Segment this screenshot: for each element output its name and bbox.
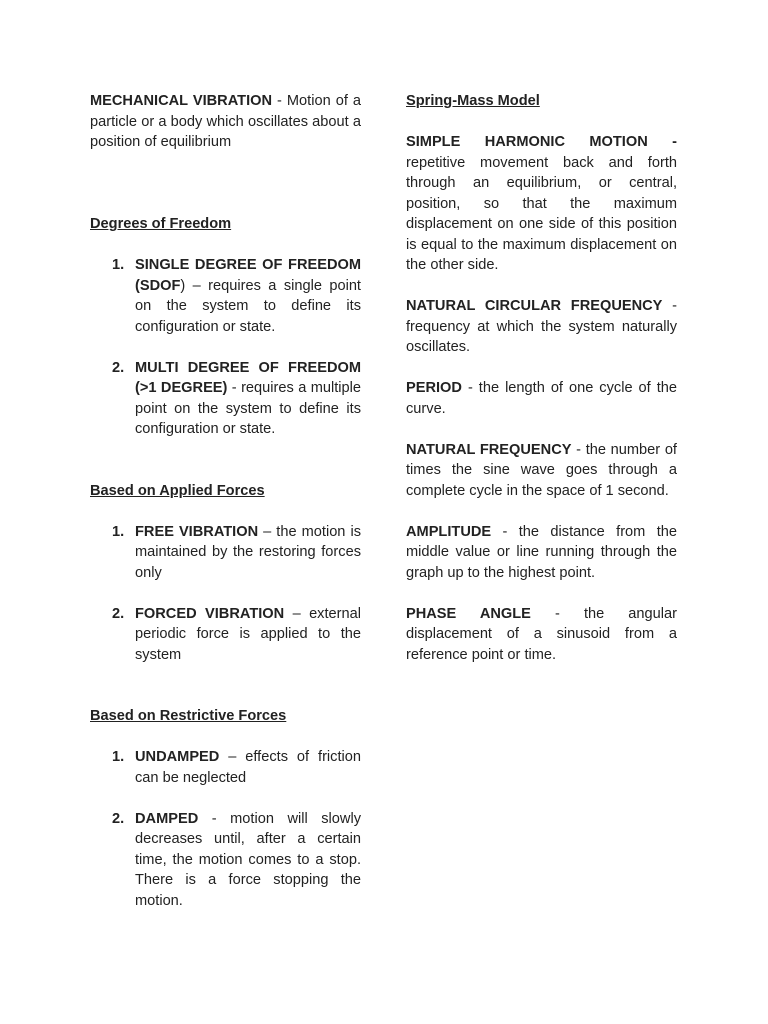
definition-text: - the length of one cycle of the curve. — [406, 380, 677, 417]
definition-paragraph — [406, 440, 677, 502]
applied-forces-list — [90, 522, 361, 666]
list-number: 2. — [112, 359, 125, 376]
definition-term: NATURAL CIRCULAR FREQUENCY — [406, 298, 663, 314]
list-number: 2. — [112, 810, 125, 827]
list-term: DAMPED — [135, 810, 199, 827]
dof-list — [90, 255, 361, 440]
list-number: 2. — [112, 605, 125, 622]
definition-term: SIMPLE HARMONIC MOTION - — [406, 134, 677, 150]
definition-paragraph — [406, 522, 677, 584]
left-column — [90, 91, 361, 911]
applied-forces-heading: Based on Applied Forces — [90, 482, 265, 499]
list-item — [90, 358, 361, 440]
list-term: MULTI DEGREE OF FREEDOM (>1 DEGREE) — [135, 359, 361, 396]
spring-mass-heading: Spring-Mass Model — [406, 93, 540, 109]
list-number: 1. — [112, 257, 125, 273]
intro-paragraph — [90, 91, 361, 153]
intro-text: - Motion of a particle or a body which oscillates about a position of equilibrium — [90, 93, 361, 150]
definition-paragraph — [406, 604, 677, 666]
list-number: 1. — [112, 523, 125, 540]
list-term: SINGLE DEGREE OF FREEDOM (SDOF — [135, 257, 361, 294]
definition-text: - the number of times the sine wave goes through a complete cycle in the space of 1 second. — [406, 441, 677, 499]
definition-paragraph — [406, 296, 677, 358]
definition-paragraph — [406, 132, 677, 276]
definition-term: PHASE ANGLE — [406, 605, 531, 622]
intro-term: MECHANICAL VIBRATION — [90, 93, 273, 109]
definition-term: NATURAL FREQUENCY — [406, 441, 572, 458]
list-text: - motion will slowly decreases until, after a certain time, the motion comes to a stop. There is a force stopping the motion. — [135, 810, 361, 909]
list-text: – external periodic force is applied to the system — [135, 605, 361, 663]
list-item — [90, 604, 361, 666]
list-term: UNDAMPED — [135, 749, 220, 765]
definition-term: AMPLITUDE — [406, 523, 492, 540]
list-number: 1. — [112, 749, 125, 765]
restrictive-forces-heading: Based on Restrictive Forces — [90, 708, 287, 724]
definition-text: - frequency at which the system naturally oscillates. — [406, 298, 677, 355]
definition-text: - the angular displacement of a sinusoid from a reference point or time. — [406, 605, 677, 663]
restrictive-forces-list — [90, 747, 361, 911]
definition-text: - the distance from the middle value or line running through the graph up to the highest point. — [406, 523, 677, 581]
right-column — [406, 91, 677, 665]
list-item — [90, 522, 361, 584]
list-text: ) – requires a single point on the system to define its configuration or state. — [135, 277, 361, 335]
definition-text: repetitive movement back and forth through an equilibrium, or central, position, so that the maximum displacement on one side of this position is equal to the maximum displacement on the other side. — [406, 154, 677, 273]
dof-heading: Degrees of Freedom — [90, 216, 232, 232]
list-item — [90, 255, 361, 337]
list-item — [90, 747, 361, 788]
list-text: - requires a multiple point on the system to define its configuration or state. — [135, 380, 361, 437]
list-item — [90, 809, 361, 912]
list-text: – effects of friction can be neglected — [135, 749, 361, 786]
definition-term: PERIOD — [406, 380, 462, 396]
definition-paragraph — [406, 378, 677, 419]
list-term: FREE VIBRATION — [135, 523, 259, 540]
list-text: – the motion is maintained by the restoring forces only — [135, 523, 361, 581]
list-term: FORCED VIBRATION — [135, 605, 285, 622]
